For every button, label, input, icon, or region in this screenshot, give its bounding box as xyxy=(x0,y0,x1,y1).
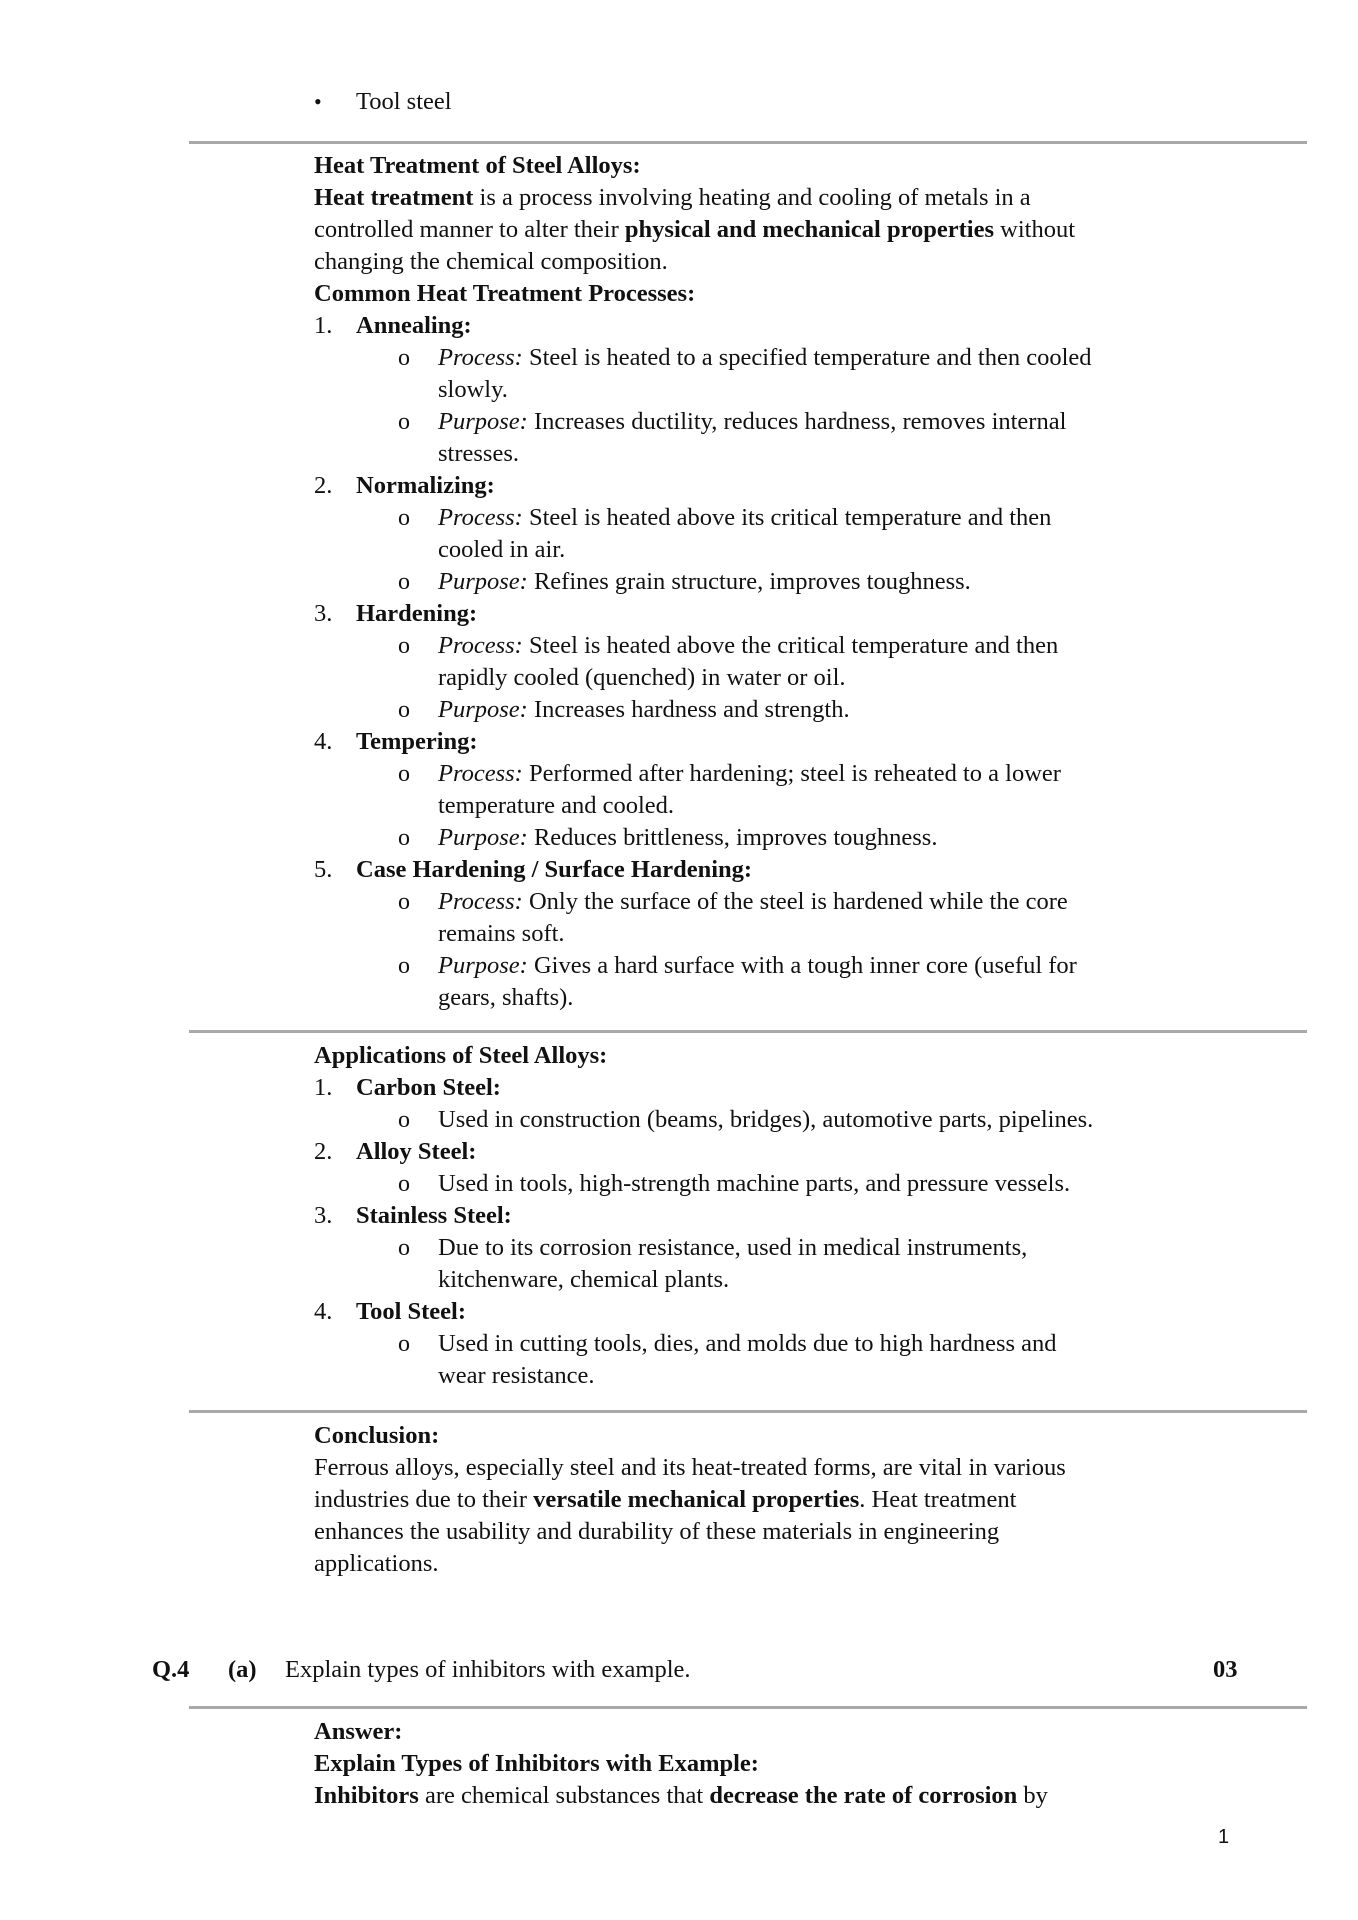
answer-label: Answer: xyxy=(314,1718,403,1745)
sub-bullet: o xyxy=(398,1331,410,1357)
process-line: Process: Only the surface of the steel is hardened while the core xyxy=(438,888,1068,915)
process-title: Hardening: xyxy=(356,600,478,627)
list-number: 2. xyxy=(314,1138,333,1165)
question-text: Explain types of inhibitors with example. xyxy=(285,1656,691,1683)
list-number: 5. xyxy=(314,856,333,883)
section-divider xyxy=(189,141,1307,144)
application-line: Used in cutting tools, dies, and molds due to high hardness and xyxy=(438,1330,1057,1357)
sub-bullet: o xyxy=(398,1171,410,1197)
list-number: 1. xyxy=(314,312,333,339)
process-title: Annealing: xyxy=(356,312,472,339)
application-title: Alloy Steel: xyxy=(356,1138,477,1165)
application-title: Stainless Steel: xyxy=(356,1202,512,1229)
application-line: Used in tools, high-strength machine parts, and pressure vessels. xyxy=(438,1170,1071,1197)
list-number: 4. xyxy=(314,1298,333,1325)
sub-bullet: o xyxy=(398,345,410,371)
conclusion-line: industries due to their versatile mechanical properties. Heat treatment xyxy=(314,1486,1017,1513)
purpose-line-cont: gears, shafts). xyxy=(438,984,574,1011)
sub-bullet: o xyxy=(398,1235,410,1261)
heat-subtitle: Common Heat Treatment Processes: xyxy=(314,280,696,307)
section-divider xyxy=(189,1706,1307,1709)
purpose-line: Purpose: Refines grain structure, improves toughness. xyxy=(438,568,971,595)
process-title: Normalizing: xyxy=(356,472,495,499)
list-number: 1. xyxy=(314,1074,333,1101)
heat-para-line-1: Heat treatment is a process involving heating and cooling of metals in a xyxy=(314,184,1031,211)
question-part: (a) xyxy=(228,1656,257,1683)
intro-bullet-text: Tool steel xyxy=(356,88,452,115)
sub-bullet: o xyxy=(398,825,410,851)
purpose-line-cont: stresses. xyxy=(438,440,519,467)
sub-bullet: o xyxy=(398,633,410,659)
sub-bullet: o xyxy=(398,889,410,915)
conclusion-line: enhances the usability and durability of these materials in engineering xyxy=(314,1518,1000,1545)
purpose-line: Purpose: Increases ductility, reduces hardness, removes internal xyxy=(438,408,1067,435)
sub-bullet: o xyxy=(398,761,410,787)
list-number: 3. xyxy=(314,1202,333,1229)
application-title: Tool Steel: xyxy=(356,1298,467,1325)
purpose-line: Purpose: Reduces brittleness, improves toughness. xyxy=(438,824,938,851)
process-line: Process: Steel is heated above its critical temperature and then xyxy=(438,504,1052,531)
heat-section-title: Heat Treatment of Steel Alloys: xyxy=(314,152,641,179)
purpose-line: Purpose: Increases hardness and strength. xyxy=(438,696,850,723)
sub-bullet: o xyxy=(398,409,410,435)
question-number: Q.4 xyxy=(152,1656,190,1683)
application-title: Carbon Steel: xyxy=(356,1074,501,1101)
question-marks: 03 xyxy=(1213,1656,1238,1683)
answer-line: Inhibitors are chemical substances that decrease the rate of corrosion by xyxy=(314,1782,1048,1809)
bullet-dot: • xyxy=(314,89,322,114)
process-line-cont: slowly. xyxy=(438,376,508,403)
process-line-cont: cooled in air. xyxy=(438,536,566,563)
sub-bullet: o xyxy=(398,1107,410,1133)
process-line-cont: remains soft. xyxy=(438,920,565,947)
sub-bullet: o xyxy=(398,697,410,723)
process-line-cont: rapidly cooled (quenched) in water or oil. xyxy=(438,664,846,691)
application-line: Used in construction (beams, bridges), automotive parts, pipelines. xyxy=(438,1106,1094,1133)
list-number: 4. xyxy=(314,728,333,755)
process-line: Process: Steel is heated to a specified temperature and then cooled xyxy=(438,344,1092,371)
process-title: Tempering: xyxy=(356,728,478,755)
process-line: Process: Steel is heated above the critical temperature and then xyxy=(438,632,1059,659)
section-divider xyxy=(189,1410,1307,1413)
sub-bullet: o xyxy=(398,505,410,531)
sub-bullet: o xyxy=(398,569,410,595)
page-number: 1 xyxy=(1218,1826,1230,1848)
answer-title: Explain Types of Inhibitors with Example: xyxy=(314,1750,759,1777)
conclusion-title: Conclusion: xyxy=(314,1422,440,1449)
list-number: 3. xyxy=(314,600,333,627)
section-divider xyxy=(189,1030,1307,1033)
conclusion-line: applications. xyxy=(314,1550,439,1577)
process-line-cont: temperature and cooled. xyxy=(438,792,675,819)
application-line-cont: wear resistance. xyxy=(438,1362,595,1389)
sub-bullet: o xyxy=(398,953,410,979)
list-number: 2. xyxy=(314,472,333,499)
applications-title: Applications of Steel Alloys: xyxy=(314,1042,608,1069)
process-line: Process: Performed after hardening; steel is reheated to a lower xyxy=(438,760,1061,787)
process-title: Case Hardening / Surface Hardening: xyxy=(356,856,753,883)
application-line-cont: kitchenware, chemical plants. xyxy=(438,1266,730,1293)
conclusion-line: Ferrous alloys, especially steel and its heat-treated forms, are vital in various xyxy=(314,1454,1066,1481)
heat-para-line-3: changing the chemical composition. xyxy=(314,248,668,275)
application-line: Due to its corrosion resistance, used in medical instruments, xyxy=(438,1234,1028,1261)
purpose-line: Purpose: Gives a hard surface with a tough inner core (useful for xyxy=(438,952,1077,979)
heat-para-line-2: controlled manner to alter their physical and mechanical properties without xyxy=(314,216,1076,243)
